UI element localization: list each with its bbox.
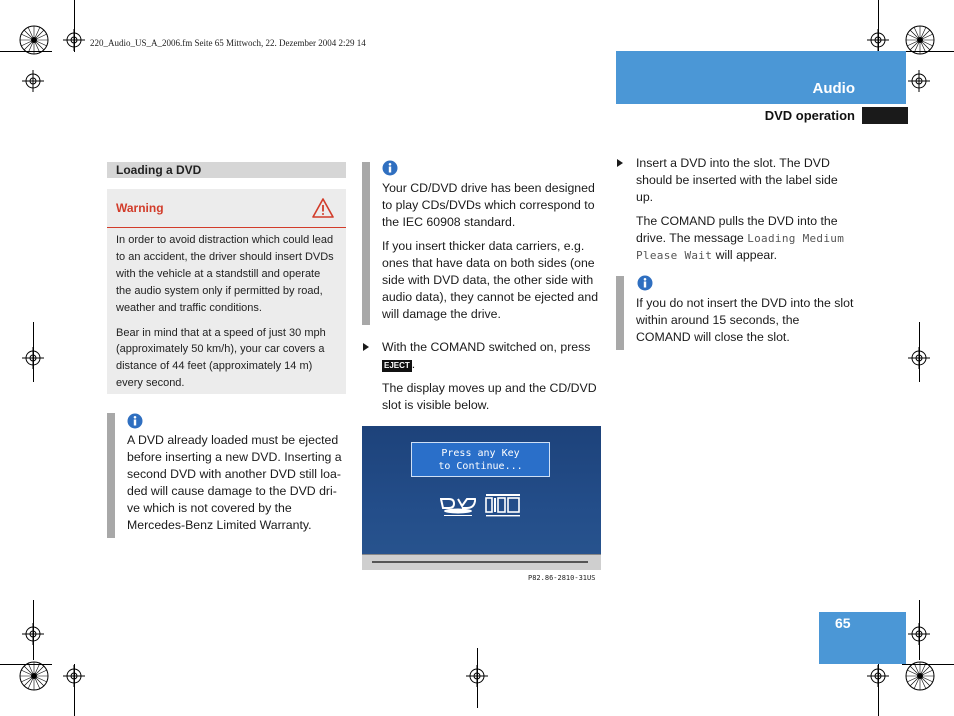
section-heading-bar [107,162,346,178]
warning-title: Warning [116,201,164,215]
page-number: 65 [835,615,851,631]
warning-box [107,189,346,394]
compact-disc-digital-audio-logo-icon [484,494,522,518]
trim-line [878,0,879,52]
info-icon [637,275,653,291]
section-title: Audio [812,80,855,97]
registration-mark-bottom-right [905,661,935,691]
warning-text [116,232,338,400]
eject-key: EJECT [384,361,410,370]
result-text [636,213,854,264]
note-bar [107,413,115,538]
step-bullet-icon [617,159,623,167]
trim-line [919,322,920,382]
result-text: The display moves up and the CD/DVD slot is visible below. [382,381,597,412]
warning-paragraph: Bear in mind that at a speed of just 30 mph (approximately 50 km/h), your car covers a distance of 44 feet (approximately 14 m) every second. [116,326,326,390]
info-icon [127,413,143,429]
trim-line [33,600,34,660]
image-reference-code: P82.86-2810-31US [528,574,596,582]
dvd-video-logo-icon [440,496,476,518]
screen-line: Press any Key [441,448,520,459]
trim-line [477,648,478,708]
note-text [382,180,602,330]
cd-dvd-slot [362,554,601,570]
note-text: If you do not insert the DVD into the slot within around 15 seconds, the COMAND will close the slot. [636,296,854,344]
crop-target-right-upper [908,70,930,92]
warning-divider [107,227,346,228]
trim-line [0,664,52,665]
note-text: A DVD already loaded must be ejected before inserting a new DVD. Inserting a second DVD with another DVD still loa-ded will cause damage to the DVD dri-ve which is not covered by the Mercedes-Benz Limited Warranty. [127,433,342,532]
result-after: will appear. [715,248,778,262]
registration-mark-bottom-left [19,661,49,691]
subsection-title: DVD operation [764,108,855,123]
press-any-key-message [411,442,550,477]
slot-opening [372,561,588,563]
note-paragraph: If you insert thicker data carriers, e.g. ones that have data on both sides (one side with DVD data, the other side with audio data), they cannot be ejected and will damage the drive. [382,239,599,321]
display-message: Loading Medium Please Wait [636,232,845,262]
page-number-tab [819,612,906,664]
trim-line [74,664,75,716]
note-bar [362,162,370,325]
step-text [382,339,602,373]
trim-line [902,51,954,52]
trim-line [0,51,52,52]
trim-line [919,600,920,660]
display-screen-image [362,426,601,570]
note-bar [616,276,624,350]
trim-line [74,0,75,52]
step-end: . [411,357,416,371]
info-icon [382,160,398,176]
warning-triangle-icon [312,198,334,218]
chapter-marker [862,107,908,124]
file-info-line: 220_Audio_US_A_2006.fm Seite 65 Mittwoch, 22. Dezember 2004 2:29 14 [90,38,366,48]
step-text: Insert a DVD into the slot. The DVD should be inserted with the label side up. [636,156,838,204]
result-before: The COMAND pulls the DVD into the drive. The message [636,214,838,245]
step-instruction: With the COMAND switched on, press [382,340,591,354]
trim-line [902,664,954,665]
step-bullet-icon [363,343,369,351]
screen-line: to Continue... [438,461,523,472]
trim-line [33,322,34,382]
note-paragraph: Your CD/DVD drive has been designed to play CDs/DVDs which correspond to the IEC 60908 standard. [382,181,595,229]
section-tab [616,51,906,104]
crop-target-left-upper [22,70,44,92]
warning-paragraph: In order to avoid distraction which could lead to an accident, the driver should insert DVDs with the vehicle at a standstill and operate the audio system only if permitted by road, weather and traffic conditions. [116,234,334,314]
section-heading: Loading a DVD [116,163,202,177]
trim-line [878,664,879,716]
